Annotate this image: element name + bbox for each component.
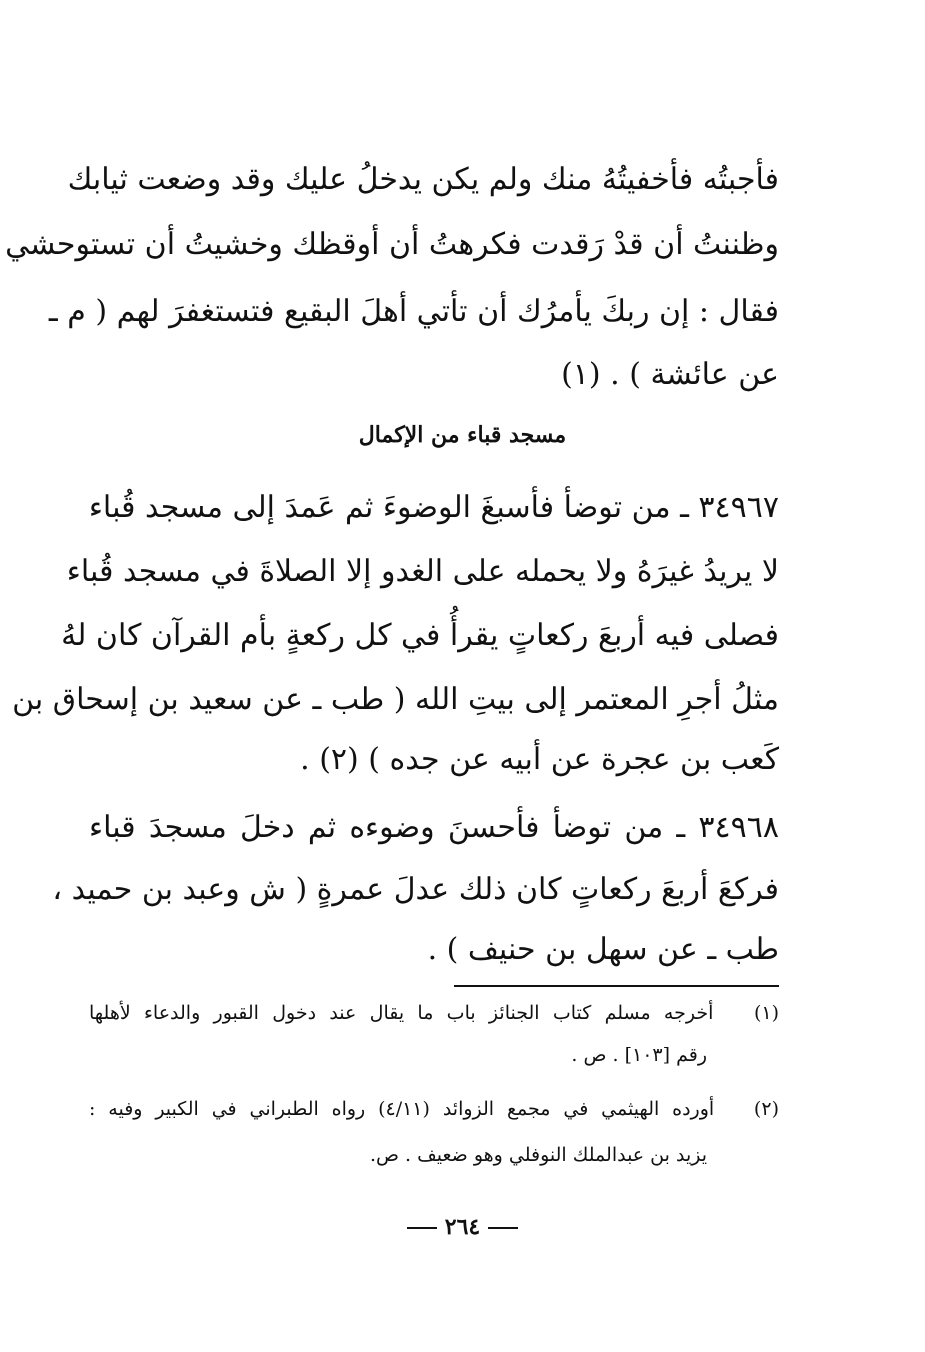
footnote-2 [89,1094,779,1124]
body-line: مثلُ أجرِ المعتمر إلى بيتِ الله ( طب ـ عن سعيد بن إسحاق بن [12,682,779,717]
footnote-text: أورده الهيثمي في مجمع الزوائد (٤/١١) رواه الطبراني في الكبير وفيه : [89,1098,715,1120]
body-line: ٣٤٩٦٧ ـ من توضأ فأسبغَ الوضوءَ ثم عَمدَ إلى مسجد قُباء [88,490,779,525]
footnote-separator [454,985,779,987]
page-number [0,1212,925,1242]
body-line: فأجبتُه فأخفيتُهُ منك ولم يكن يدخلُ عليك وقد وضعت ثيابك [67,162,779,197]
section-heading: مسجد قباء من الإكمال [358,422,567,448]
body-line: فقال : إن ربكَ يأمرُك أن تأتي أهلَ البقيع فتستغفرَ لهم ( م ـ [48,294,779,329]
body-line: فركعَ أربعَ ركعاتٍ كان ذلك عدلَ عمرةٍ ( ش وعبد بن حميد ، [52,872,779,907]
footnote-line: رقم [١٠٣] . ص . [571,1044,707,1066]
dash-decoration [488,1227,518,1229]
body-line: فصلى فيه أربعَ ركعاتٍ يقرأُ في كل ركعةٍ بأم القرآن كان لهُ [61,618,779,653]
body-line: وظننتُ أن قدْ رَقدت فكرهتُ أن أوقظك وخشيتُ أن تستوحشي [5,227,779,262]
page-number-value: ٢٦٤ [444,1214,481,1240]
footnote-number: (٢) [753,1098,779,1120]
body-line: كَعب بن عجرة عن أبيه عن جده ) (٢) . [300,742,779,777]
dash-decoration [407,1227,437,1229]
body-line: ٣٤٩٦٨ ـ من توضأ فأحسنَ وضوءه ثم دخلَ مسجدَ قباء [89,810,779,845]
footnote-line: يزيد بن عبدالملك النوفلي وهو ضعيف . ص. [369,1144,707,1166]
body-line: طب ـ عن سهل بن حنيف ) . [427,932,779,967]
footnote-text: أخرجه مسلم كتاب الجنائز باب ما يقال عند دخول القبور والدعاء لأهلها [89,1002,714,1024]
footnote-number: (١) [753,1002,780,1024]
body-line: لا يريدُ غيرَهُ ولا يحمله على الغدو إلا الصلاةَ في مسجد قُباء [66,554,779,589]
footnote-1 [89,998,779,1028]
body-line: عن عائشة ) . (١) [561,357,779,392]
